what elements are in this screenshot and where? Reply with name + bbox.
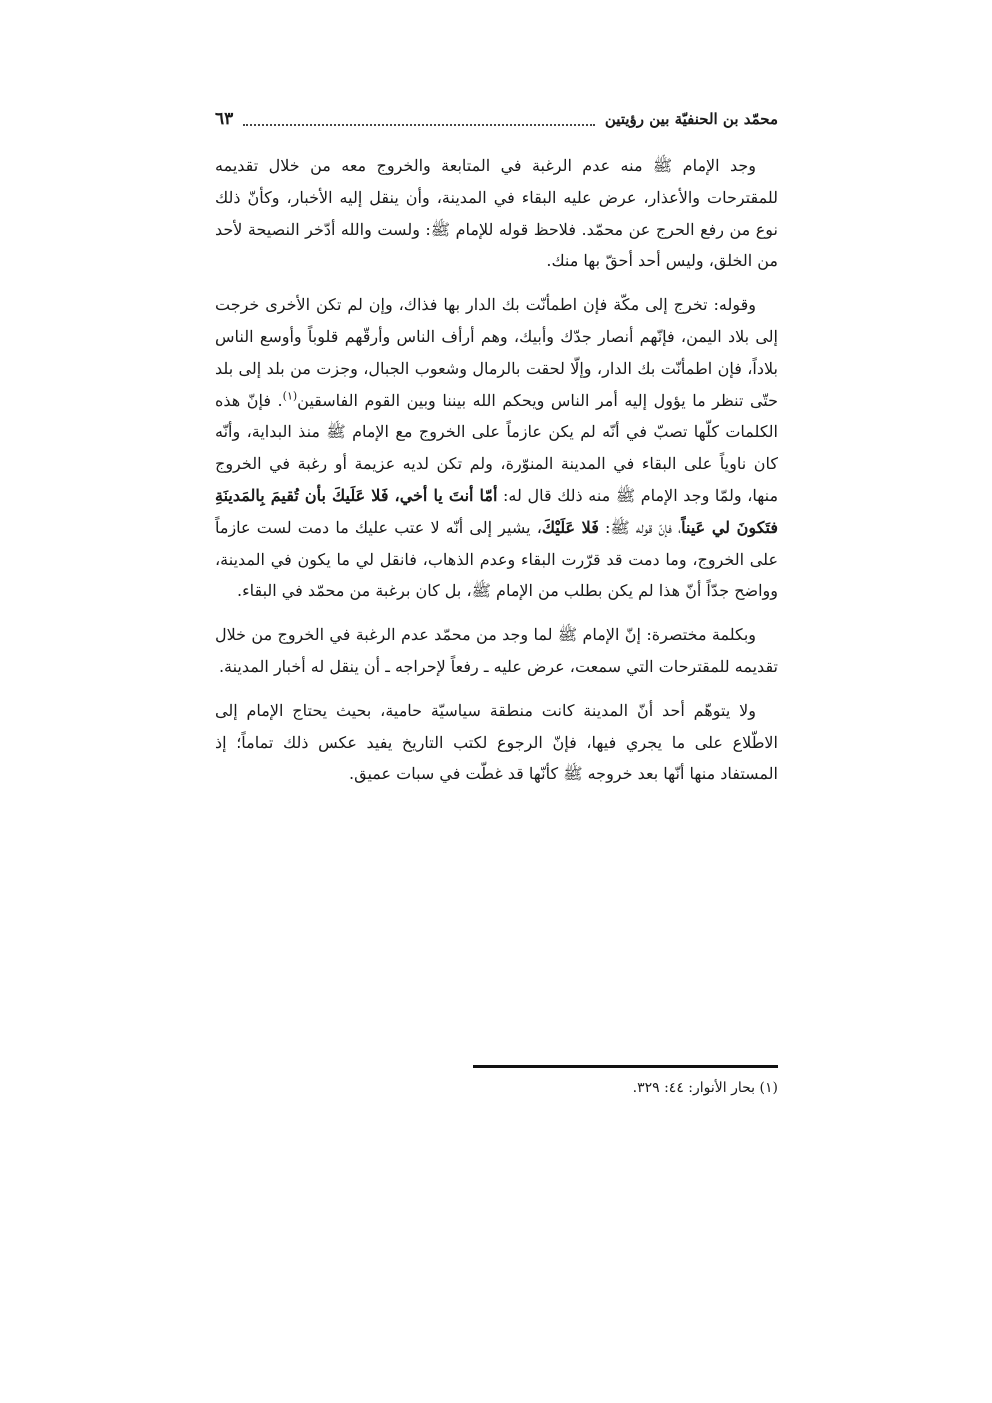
paragraph-2-after-quote: ، فإنّ قوله ﷺ: — [598, 517, 682, 537]
paragraph-2-middle: . فإنّ هذه الكلمات كلّها تصبّ في أنّه لم يكن عازماً على الخروج مع الإمام ﷺ منذ البداية، وأنّه كان ناوياً على البقاء في المدينة المنوّرة، ولم تكن لديه عزيمة أو رغبة في الخروج منها، ولمّا وجد الإمام ﷺ منه ذلك قال له: — [215, 390, 779, 505]
hadith-quote-short: فَلا عَلَيْكَ — [541, 517, 599, 537]
footnote-divider — [473, 1065, 778, 1068]
paragraph-2-end: ، يشير إلى أنّه لا عتب عليك ما دمت لست عازماً على الخروج، وما دمت قد قرّرت البقاء وعدم الذهاب، فانقل لي ما يكون في المدينة، وواضح جدّاً أنّ هذا لم يكن بطلب من الإمام ﷺ، بل كان برغبة من محمّد في البقاء. — [215, 517, 778, 601]
paragraph-3: وبكلمة مختصرة: إنّ الإمام ﷺ لما وجد من محمّد عدم الرغبة في الخروج من خلال تقديمه للمقترحات التي سمعت، عرض عليه ـ رفعاً لإحراجه ـ أن ينقل له أخبار المدينة. — [215, 625, 778, 676]
running-title: محمّد بن الحنفيّة بين رؤيتين — [604, 110, 778, 128]
paragraph-1: وجد الإمام ﷺ منه عدم الرغبة في المتابعة والخروج معه من خلال تقديمه للمقترحات والأعذار، عرض عليه البقاء في المدينة، وأن ينقل إليه الأخبار، وكأنّ ذلك نوع من رفع الحرج عن محمّد. فلاحظ قوله للإمام ﷺ: ولست والله أدّخر النصيحة لأحد من الخلق، وليس أحد أحقّ بها منك. — [215, 156, 779, 271]
body-text — [215, 150, 778, 802]
paragraph-4: ولا يتوهّم أحد أنّ المدينة كانت منطقة سياسيّة حامية، بحيث يحتاج الإمام إلى الاطّلاع على ما يجري فيها، فإنّ الرجوع لكتب التاريخ يفيد عكس ذلك تماماً؛ إذ المستفاد منها أنّها بعد خروجه ﷺ كأنّها قد غطّت في سبات عميق. — [215, 700, 778, 784]
page-header — [215, 104, 778, 134]
paragraph-2-before: وقوله: تخرج إلى مكّة فإن اطمأنّت بك الدار بها فذاك، وإن لم تكن الأخرى خرجت إلى بلاد اليمن، فإنّهم أنصار جدّك وأبيك، وهم أرأف الناس وأرقّهم قلوباً وأوسع الناس بلاداً، فإن اطمأنّت بك الدار، وإلّا لحقت بالرمال وشعوب الجبال، وجزت من بلد إلى بلد حتّى تنظر ما يؤول إليه أمر الناس ويحكم الله بيننا وبين القوم الفاسقين — [215, 295, 779, 410]
footnote-reference: (١) — [282, 389, 298, 403]
dotted-leader — [243, 124, 595, 126]
footnote: (١) بحار الأنوار: ٤٤: ٣٢٩. — [632, 1080, 778, 1096]
hadith-quote: أمّا أنتَ يا أخي، فَلا عَلَيكَ بأن تُقيمَ بِالمَدينَةِ فتَكونَ لي عَيناً — [215, 485, 779, 537]
paragraph-2 — [215, 289, 778, 607]
page-number: ٦٣ — [215, 109, 234, 129]
